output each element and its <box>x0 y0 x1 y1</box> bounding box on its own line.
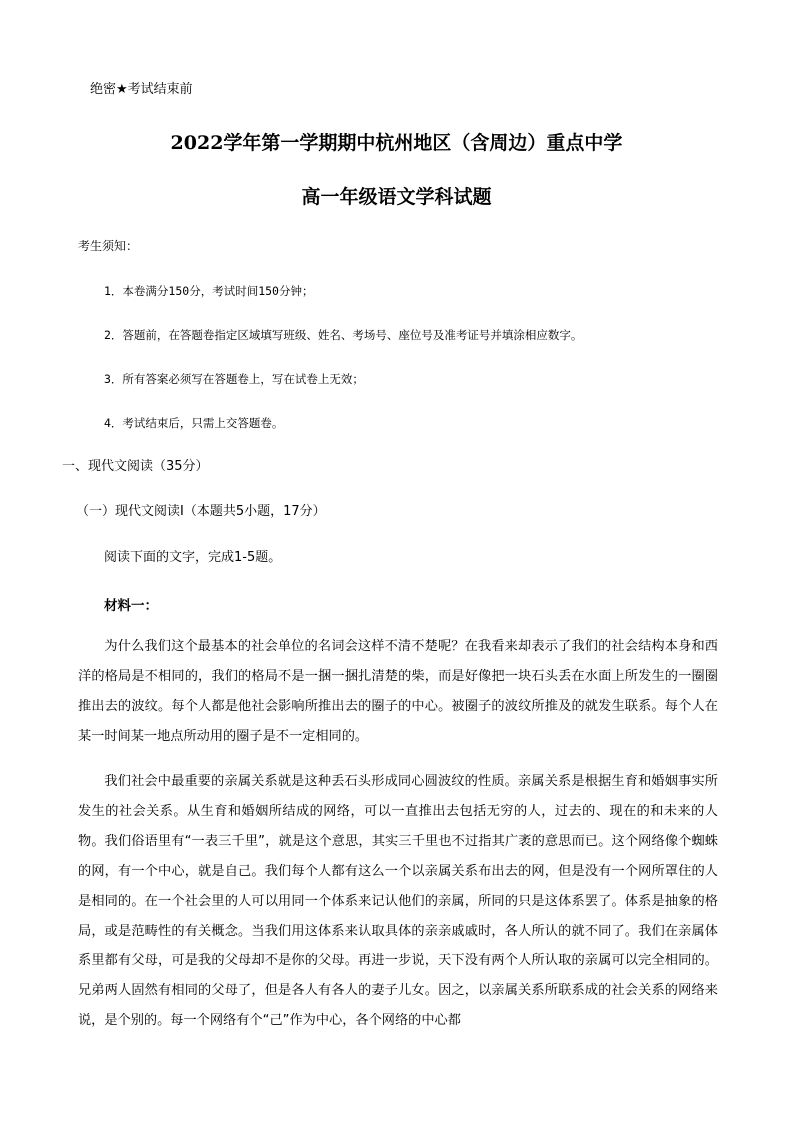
reading-instruction: 阅读下面的文字，完成1-5题。 <box>104 550 282 565</box>
material-label: 材料一： <box>104 598 158 614</box>
subsection-heading: （一）现代文阅读I（本题共5小题，17分） <box>76 504 326 519</box>
exam-title: 2022学年第一学期期中杭州地区（含周边）重点中学 <box>170 132 623 154</box>
paragraph: 我们社会中最重要的亲属关系就是这种丢石头形成同心圆波纹的性质。亲属关系是根据生育和婚姻事实所发生的社会关系。从生育和婚姻所结成的网络，可以一直推出去包括无穷的人，过去的、现在的和未来的人物。我们俗语里有“一表三千里”，就是这个意思，其实三千里也不过指其广袤的意思而已。这个网络像个蜘蛛的网，有一个中心，就是自己。我们每个人都有这么一个以亲属关系布出去的网，但是没有一个网所罩住的人是相同的。在一个社会里的人可以用同一个体系来记认他们的亲属，所同的只是这体系罢了。体系是抽象的格局，或是范畴性的有关概念。当我们用这体系来认取具体的亲亲戚戚时，各人所认的就不同了。我们在亲属体系里都有父母，可是我的父母却不是你的父母。再进一步说，天下没有两个人所认取的亲属可以完全相同的。兄弟两人固然有相同的父母了，但是各人有各人的妻子儿女。因之，以亲属关系所联系成的社会关系的网络来说，是个别的。每一个网络有个“己”作为中心，各个网络的中心都 <box>78 774 718 1029</box>
notice-item: 3．所有答案必须写在答题卷上，写在试卷上无效； <box>104 372 364 386</box>
notice-heading: 考生须知： <box>78 239 139 253</box>
notice-item: 2．答题前，在答题卷指定区域填写班级、姓名、考场号、座位号及准考证号并填涂相应数字。 <box>104 328 583 342</box>
exam-subtitle: 高一年级语文学科试题 <box>301 186 492 208</box>
paragraph: 为什么我们这个最基本的社会单位的名词会这样不清不楚呢？在我看来却表示了我们的社会结构本身和西洋的格局是不相同的，我们的格局不是一捆一捆扎清楚的柴，而是好像把一块石头丢在水面上所发生的一圈圈推出去的波纹。每个人都是他社会影响所推出去的圈子的中心。被圈子的波纹所推及的就发生联系。每个人在某一时间某一地点所动用的圈子是不一定相同的。 <box>78 639 718 744</box>
notice-item: 4．考试结束后，只需上交答题卷。 <box>104 416 284 430</box>
section-heading: 一、现代文阅读（35分） <box>62 459 209 474</box>
secret-mark: 绝密★考试结束前 <box>90 82 193 97</box>
notice-item: 1．本卷满分150分，考试时间150分钟； <box>104 284 314 298</box>
